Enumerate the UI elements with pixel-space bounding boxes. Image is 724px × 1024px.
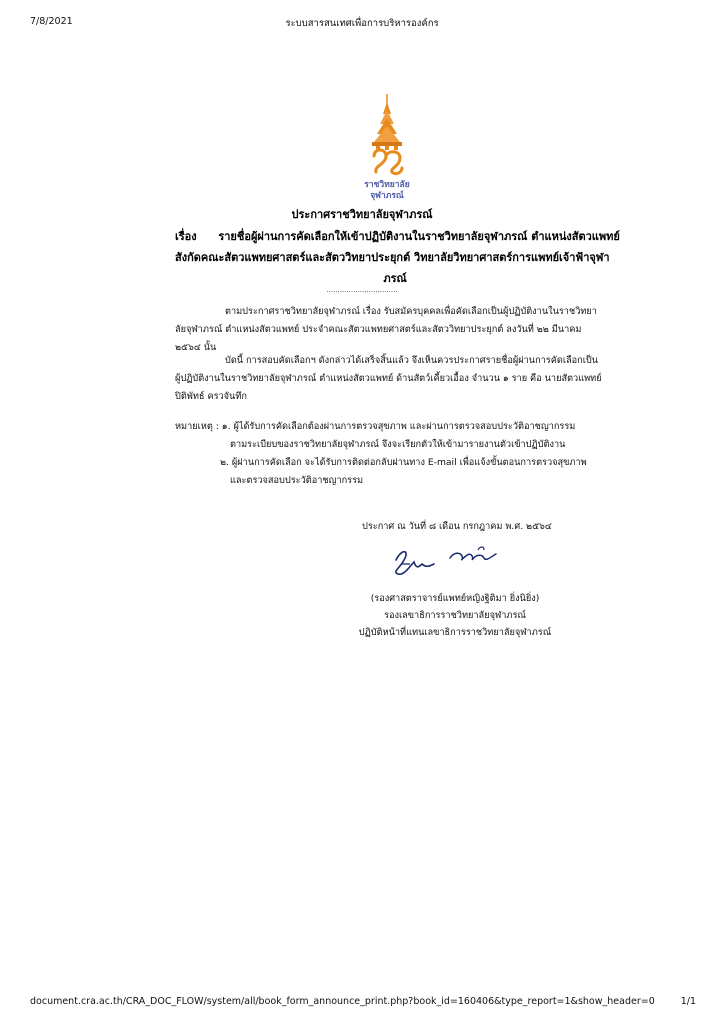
signer-position-2: ปฏิบัติหน้าที่แทนเลขาธิการราชวิทยาลัยจุฬาภรณ์ <box>358 627 552 638</box>
paragraph-2-line-2: ผู้ปฏิบัติงานในราชวิทยาลัยจุฬาภรณ์ ตำแหน่งสัตวแพทย์ ด้านสัตว์เคี้ยวเอื้อง จำนวน ๑ ราย คือ นายสัตวแพทย์ <box>175 373 602 384</box>
separator-dots: ................................ <box>326 286 398 294</box>
subject-line-3: ภรณ์ <box>383 272 407 285</box>
paragraph-2-line-3: ปิติพัทธ์ ครวจันทึก <box>175 391 247 402</box>
print-title: ระบบสารสนเทศเพื่อการบริหารองค์กร <box>285 18 439 29</box>
print-date: 7/8/2021 <box>30 16 73 27</box>
logo-line-1: ราชวิทยาลัย <box>364 180 410 190</box>
announcement-date: ประกาศ ณ วันที่ ๘ เดือน กรกฎาคม พ.ศ. ๒๕๖๔ <box>362 521 552 532</box>
subject-block <box>175 226 620 289</box>
signer-block <box>330 590 580 641</box>
subject-line-2: สังกัดคณะสัตวแพทยศาสตร์และสัตววิทยาประยุกต์ วิทยาลัยวิทยาศาสตร์การแพทย์เจ้าฟ้าจุฬา <box>175 251 610 264</box>
note-label: หมายเหตุ : <box>175 421 219 432</box>
paragraph-1-line-1: ตามประกาศราชวิทยาลัยจุฬาภรณ์ เรื่อง รับสมัครบุคคลเพื่อคัดเลือกเป็นผู้ปฏิบัติงานในราชวิทยา <box>225 306 597 317</box>
subject-line-1: รายชื่อผู้ผ่านการคัดเลือกให้เข้าปฏิบัติงานในราชวิทยาลัยจุฬาภรณ์ ตำแหน่งสัตวแพทย์ <box>218 230 620 243</box>
paragraph-2 <box>175 352 615 406</box>
note-1-line-1: ๑. ผู้ได้รับการคัดเลือกต้องผ่านการตรวจสุขภาพ และผ่านการตรวจสอบประวัติอาชญากรรม <box>221 421 576 432</box>
note-2-line-2: และตรวจสอบประวัติอาชญากรรม <box>230 475 364 486</box>
handwritten-signature <box>388 542 508 582</box>
paragraph-2-line-1: บัดนี้ การสอบคัดเลือกฯ ดังกล่าวได้เสร็จสิ้นแล้ว จึงเห็นควรประกาศรายชื่อผู้ผ่านการคัดเลือกเป็น <box>225 355 598 366</box>
subject-label: เรื่อง <box>175 230 197 243</box>
paragraph-1-line-3: ๒๕๖๔ นั้น <box>175 342 217 353</box>
spire-emblem-icon <box>352 92 422 176</box>
signer-name: (รองศาสตราจารย์แพทย์หญิงฐิติมา ยิ่งนิยิ่ง) <box>370 593 540 604</box>
notes-block <box>175 418 625 490</box>
announcement-heading: ประกาศราชวิทยาลัยจุฬาภรณ์ <box>291 208 433 221</box>
note-2-line-1: ๒. ผู้ผ่านการคัดเลือก จะได้รับการติดต่อกลับผ่านทาง E-mail เพื่อแจ้งขั้นตอนการตรวจสุขภาพ <box>220 457 587 468</box>
signer-position-1: รองเลขาธิการราชวิทยาลัยจุฬาภรณ์ <box>384 610 526 621</box>
paragraph-1 <box>175 303 615 357</box>
paragraph-1-line-2: ลัยจุฬาภรณ์ ตำแหน่งสัตวแพทย์ ประจำคณะสัตวแพทยศาสตร์และสัตววิทยาประยุกต์ ลงวันที่ ๒๒ มีนาคม <box>175 324 582 335</box>
print-page-number: 1/1 <box>680 996 696 1007</box>
institution-logo <box>352 92 422 200</box>
print-footer-url: document.cra.ac.th/CRA_DOC_FLOW/system/all/book_form_announce_print.php?book_id=160406&type_report=1&show_header=0 <box>30 996 655 1007</box>
logo-line-2: จุฬาภรณ์ <box>370 191 404 201</box>
note-1-line-2: ตามระเบียบของราชวิทยาลัยจุฬาภรณ์ จึงจะเรียกตัวให้เข้ามารายงานตัวเข้าปฏิบัติงาน <box>230 439 566 450</box>
